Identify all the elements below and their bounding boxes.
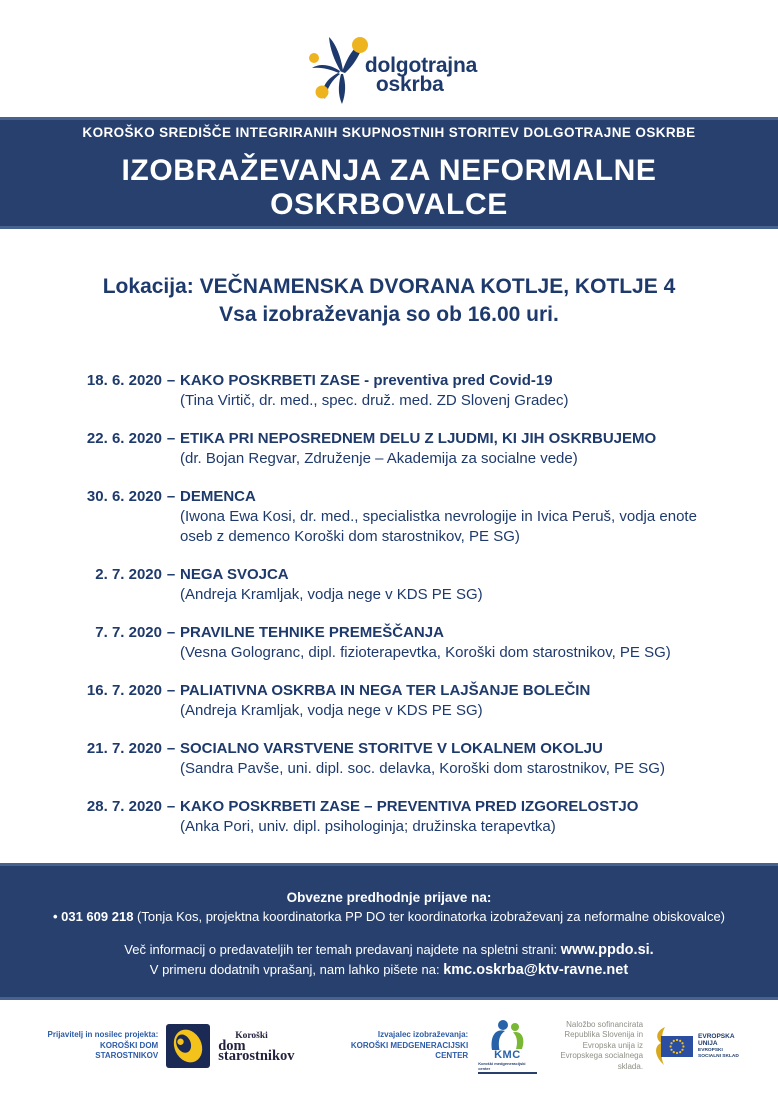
info-line [0,940,778,960]
funding-group [537,1020,752,1073]
event-title: PALIATIVNA OSKRBA IN NEGA TER LAJŠANJE BOLEČIN [180,682,591,699]
applicant-label-line2: KOROŠKI DOM STAROSTNIKOV [95,1040,159,1061]
event-speakers: (Andreja Kramljak, vodja nege v KDS PE SG) [180,702,483,719]
eu-logo [651,1026,752,1066]
phone-contact: (Tonja Kos, projektna koordinatorka PP DO ter koordinatorka izobraževanj za neformalne obiskovalce) [133,909,726,924]
event-speakers: (Vesna Gologranc, dipl. fizioterapevtka, Koroški dom starostnikov, PE SG) [180,644,671,661]
phone-line [0,907,778,926]
event-title: PRAVILNE TEHNIKE PREMEŠČANJA [180,624,444,641]
event-row [86,565,746,605]
website-link: www.ppdo.si. [560,942,654,958]
kmc-name: KMC [494,1048,521,1061]
event-speakers: (Iwona Ewa Kosi, dr. med., specialistka nevrologije in Ivica Peruš, vodja enote oseb z demenco Koroški dom starostnikov, PE SG) [180,508,697,545]
provider-group [321,1019,537,1074]
location-line2: Vsa izobraževanja so ob 16.00 uri. [219,303,559,326]
event-date: 30. 6. 2020 [86,488,162,505]
kmc-logo [478,1019,536,1074]
title-banner [0,117,778,229]
event-date: 7. 7. 2020 [95,624,162,641]
footer-spacer [0,926,778,940]
event-separator: – [166,372,176,389]
funding-text [537,1020,643,1073]
funding-line: Naložbo sofinancirata [566,1019,644,1029]
kds-logo-icon [166,1024,210,1068]
event-speakers: (Sandra Pavše, uni. dipl. soc. delavka, Koroški dom starostnikov, PE SG) [180,760,665,777]
event-speakers: (Tina Virtič, dr. med., spec. druž. med. ZD Slovenj Gradec) [180,392,569,409]
questions-line [0,960,778,980]
header [0,0,778,117]
event-separator: – [166,624,176,641]
event-date: 22. 6. 2020 [86,430,162,447]
provider-label [321,1030,468,1062]
applicant-group [40,1024,321,1068]
applicant-label [40,1030,158,1062]
phone-number: • 031 609 218 [52,909,134,924]
eu-text-line2: EVROPSKI [698,1047,723,1053]
questions-text: V primeru dodatnih vprašanj, nam lahko pišete na: [149,962,444,977]
event-title: NEGA SVOJCA [180,566,289,583]
event-title: ETIKA PRI NEPOSREDNEM DELU Z LJUDMI, KI JIH OSKRBUJEMO [180,430,657,447]
kds-wordmark [218,1031,321,1064]
event-date: 18. 6. 2020 [86,372,162,389]
dolgotrajna-oskrba-wordmark [365,56,477,94]
applicant-label-line1: Prijavitelj in nosilec projekta: [47,1030,159,1040]
event-row [86,487,746,547]
event-row [86,429,746,469]
event-title: KAKO POSKRBETI ZASE – PREVENTIVA PRED IZGORELOSTJO [180,798,639,815]
event-row [86,797,746,837]
event-separator: – [166,488,176,505]
info-text: Več informacij o predavateljih ter temah predavanj najdete na spletni strani: [124,942,561,957]
funding-line: Republika Slovenija in [564,1030,644,1040]
email-link: kmc.oskrba@ktv-ravne.net [443,962,629,978]
banner-subtitle: KOROŠKO SREDIŠČE INTEGRIRANIH SKUPNOSTNIH STORITEV DOLGOTRAJNE OSKRBE [82,124,696,140]
event-separator: – [166,430,176,447]
contact-footer [0,863,778,1000]
event-date: 16. 7. 2020 [86,682,162,699]
location-line1: Lokacija: VEČNAMENSKA DVORANA KOTLJE, KOTLJE 4 [102,275,676,298]
funding-line: Evropska unija iz [582,1040,644,1050]
kds-wordmark-line2: dom starostnikov [218,1038,295,1064]
event-separator: – [166,682,176,699]
funding-line: Evropskega socialnega sklada. [560,1051,644,1071]
provider-label-line2: KOROŠKI MEDGENERACIJSKI CENTER [350,1040,469,1061]
event-separator: – [166,566,176,583]
event-title: SOCIALNO VARSTVENE STORITVE V LOKALNEM OKOLJU [180,740,603,757]
event-separator: – [166,740,176,757]
provider-label-line1: Izvajalec izobraževanja: [377,1030,469,1040]
event-date: 2. 7. 2020 [95,566,162,583]
event-speakers: (dr. Bojan Regvar, Združenje – Akademija za socialne vede) [180,450,578,467]
event-separator: – [166,798,176,815]
brand-line2: oskrba [375,73,444,96]
event-speakers: (Anka Pori, univ. dipl. psihologinja; družinska terapevtka) [180,818,556,835]
event-date: 21. 7. 2020 [86,740,162,757]
dolgotrajna-oskrba-logo [301,30,477,108]
signup-heading: Obvezne predhodnje prijave na: [286,890,492,905]
event-title: KAKO POSKRBETI ZASE - preventiva pred Covid-19 [180,372,553,389]
event-speakers: (Andreja Kramljak, vodja nege v KDS PE SG) [180,586,483,603]
eu-logo-text [698,1033,752,1060]
event-row [86,371,746,411]
event-row [86,681,746,721]
event-row [86,739,746,779]
kmc-logo-icon [487,1019,527,1051]
banner-title: IZOBRAŽEVANJA ZA NEFORMALNE OSKRBOVALCE [121,153,657,221]
kds-wordmark-line1: Koroški [235,1031,268,1041]
eu-flag-icon [651,1026,695,1066]
eu-text-line1: EVROPSKA UNIJA [698,1032,735,1048]
partners-strip [0,1000,778,1100]
kmc-subtitle: Koroški medgeneracijski center [478,1061,536,1074]
event-title: DEMENCA [180,488,256,505]
event-date: 28. 7. 2020 [86,798,162,815]
location-block [0,273,778,329]
event-row [86,623,746,663]
events-list [86,371,746,837]
eu-text-line3: SOCIALNI SKLAD [698,1053,739,1059]
brand-line1: dolgotrajna [364,54,478,77]
